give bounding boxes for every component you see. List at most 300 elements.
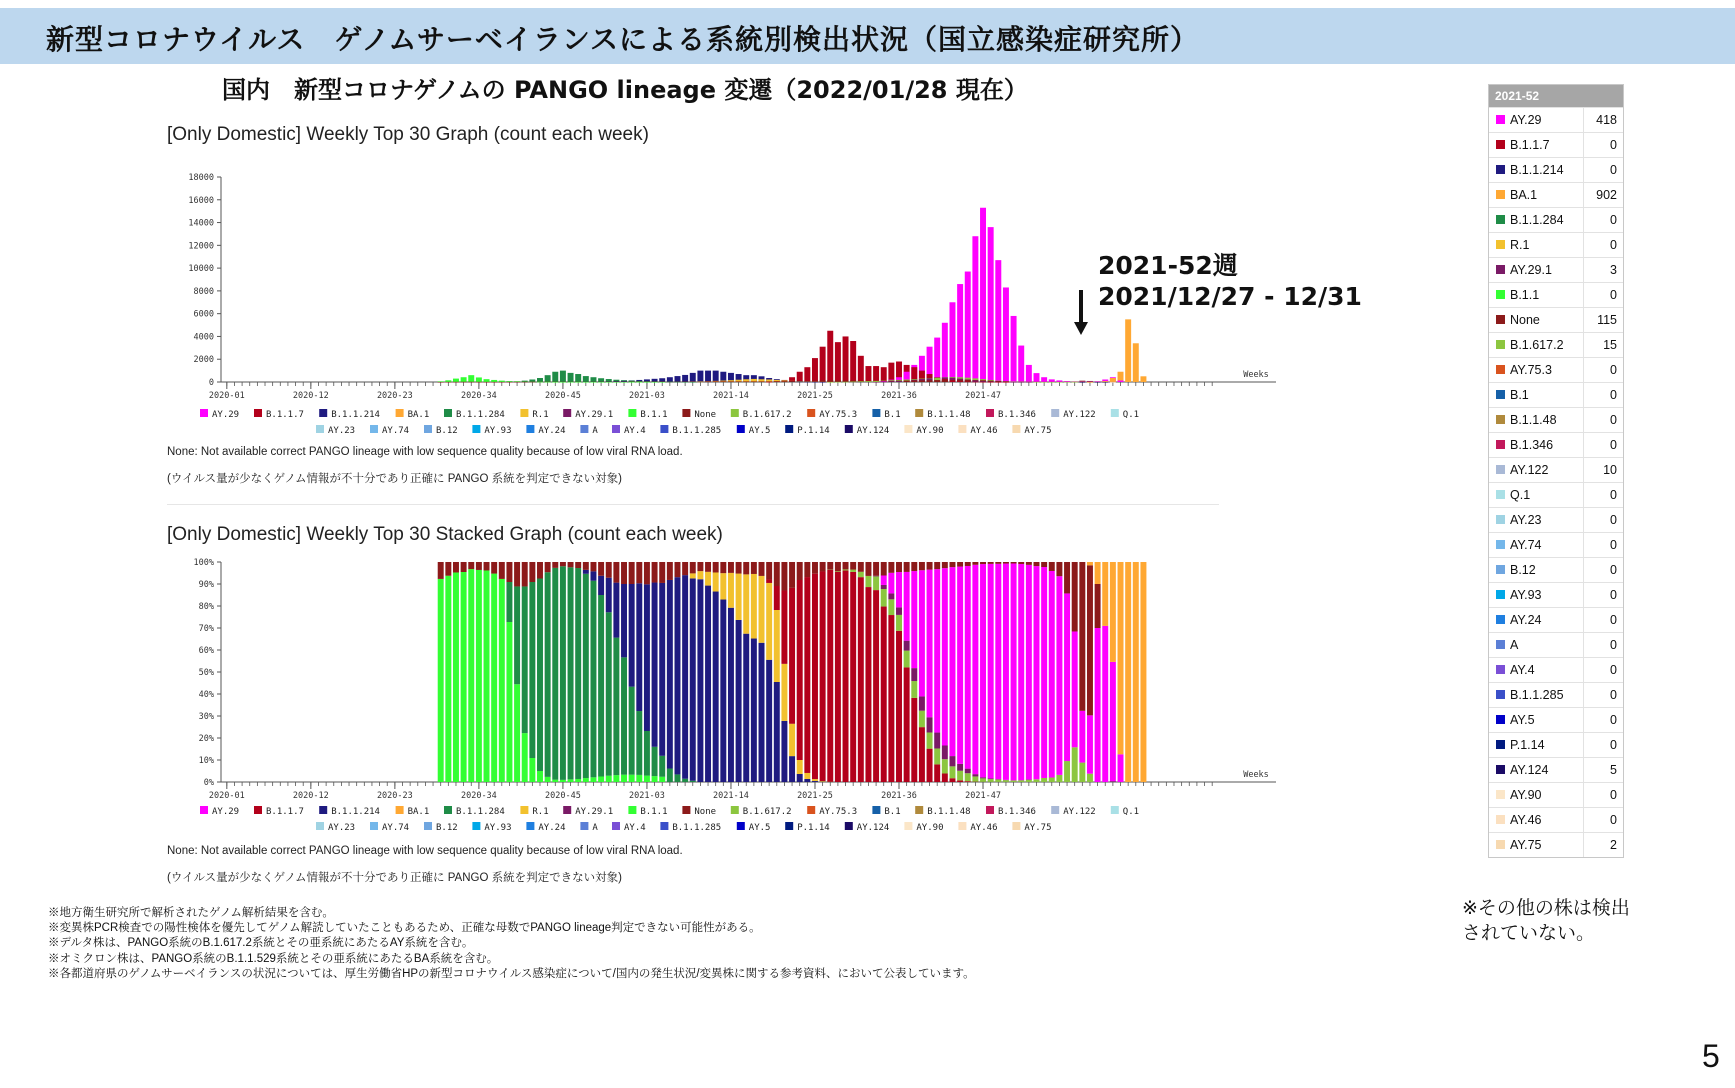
panel-lineage-count: 0 <box>1610 688 1617 702</box>
chart2-legend-label: BA.1 <box>407 807 430 817</box>
legend-swatch <box>1496 690 1505 699</box>
panel-lineage-count: 0 <box>1610 738 1617 752</box>
chart2-bar-segment <box>873 590 879 782</box>
chart2-legend-label: AY.29.1 <box>575 807 614 817</box>
chart1-legend-swatch <box>628 409 636 417</box>
panel-row <box>1489 732 1623 757</box>
chart2-bar-segment <box>995 780 1001 782</box>
chart2-bar-segment <box>1003 562 1009 564</box>
chart1-bar <box>1049 382 1055 383</box>
chart2-bar-segment <box>1018 564 1024 780</box>
chart2-bar-segment <box>942 759 948 773</box>
chart2-bar-segment <box>774 586 780 610</box>
chart1-legend-label: R.1 <box>532 410 549 420</box>
legend-swatch <box>1496 665 1505 674</box>
panel-lineage-name: AY.4 <box>1510 658 1584 682</box>
panel-row <box>1489 332 1623 357</box>
chart1-legend-swatch <box>904 425 912 433</box>
chart2-bar-segment <box>537 579 543 772</box>
chart1-bar <box>827 331 833 382</box>
chart1-bar <box>766 382 772 383</box>
chart1-bar <box>453 379 459 382</box>
chart1-bar <box>461 382 467 383</box>
chart2-bar-segment <box>453 572 459 782</box>
panel-lineage-count: 0 <box>1610 538 1617 552</box>
chart1-legend-swatch <box>580 425 588 433</box>
chart2-bar-segment <box>873 576 879 590</box>
chart2-bar-segment <box>804 562 810 577</box>
chart2-bar-segment <box>659 583 665 756</box>
footnote-line: ※各都道府県のゲノムサーベイランスの状況については、厚生労働省HPの新型コロナウイルス感染症について/国内の発生状況/変異株に関する参考資料、において公表しています。 <box>48 967 975 980</box>
chart1-bar <box>529 382 535 383</box>
chart1-bar <box>820 380 826 382</box>
chart2-legend-swatch <box>958 822 966 830</box>
chart1-bar <box>743 381 749 382</box>
chart1-bar <box>552 372 558 382</box>
chart2-bar-segment <box>1056 775 1062 782</box>
chart2-bar-segment <box>613 583 619 638</box>
annotation-dates: 2021/12/27 - 12/31 <box>1098 282 1362 311</box>
panel-row <box>1489 132 1623 157</box>
chart1-legend-label: B.1.617.2 <box>742 410 792 420</box>
chart2-bar-segment <box>942 773 948 782</box>
chart1-x-tick-label: 2020-23 <box>376 391 413 401</box>
chart2-bar-segment <box>652 583 658 747</box>
chart2-legend-swatch <box>1111 806 1119 814</box>
panel-lineage-name: B.1 <box>1510 383 1584 407</box>
chart2-bar-segment <box>667 562 673 580</box>
chart2-bar-segment <box>820 562 826 571</box>
chart2-bar-segment <box>1049 562 1055 571</box>
chart1-bar <box>873 366 879 382</box>
chart2-bar-segment <box>590 581 596 778</box>
chart2-bar-segment <box>774 682 780 782</box>
chart2-bar-segment <box>1102 626 1108 782</box>
chart1-bar <box>1102 382 1108 383</box>
chart1-legend-swatch <box>807 409 815 417</box>
chart2-bar-segment <box>1034 562 1040 566</box>
chart1-bar <box>728 381 734 382</box>
chart2-bar-segment <box>1087 562 1093 565</box>
chart2-bar-segment <box>743 574 749 633</box>
chart2-y-tick-label: 20% <box>198 734 214 744</box>
chart2-bar-segment <box>1133 562 1139 782</box>
chart2-legend-swatch <box>612 822 620 830</box>
chart2-bar-segment <box>590 571 596 580</box>
panel-lineage-count: 0 <box>1610 238 1617 252</box>
panel-row <box>1489 432 1623 457</box>
chart1-bar <box>865 381 871 382</box>
chart2-bar-segment <box>1011 563 1017 780</box>
chart2-bar-segment <box>934 748 940 764</box>
chart2-bar-segment <box>522 586 528 733</box>
chart2-legend-label: B.1.617.2 <box>742 807 792 817</box>
chart1-legend-label: AY.93 <box>484 426 512 436</box>
chart1-bar <box>812 382 818 383</box>
chart1-legend-label: AY.124 <box>856 426 890 436</box>
chart1-legend-label: B.12 <box>436 426 458 436</box>
chart2-bar-segment <box>919 570 925 696</box>
chart2-legend-swatch <box>520 806 528 814</box>
chart2-y-tick-label: 10% <box>198 756 214 766</box>
chart2-legend-swatch <box>682 806 690 814</box>
legend-swatch <box>1496 840 1505 849</box>
chart1-bar <box>506 382 512 383</box>
panel-lineage-count: 0 <box>1610 213 1617 227</box>
chart2-legend-swatch <box>628 806 636 814</box>
panel-lineage-name: AY.93 <box>1510 583 1584 607</box>
chart2-bar-segment <box>1072 631 1078 747</box>
chart2-bar-segment <box>1064 761 1070 782</box>
chart1-bar <box>598 382 604 383</box>
chart1-bar <box>934 338 940 382</box>
panel-row <box>1489 782 1623 807</box>
chart2-bar-segment <box>1095 584 1101 628</box>
chart1-bar <box>1034 382 1040 383</box>
legend-swatch <box>1496 290 1505 299</box>
chart1-legend-label: B.1.346 <box>998 410 1036 420</box>
legend-swatch <box>1496 240 1505 249</box>
footnote-line: ※変異株PCR検査での陽性検体を優先してゲノム解読していたこともあるため、正確な母数でPANGO lineage判定できない可能性がある。 <box>48 922 761 935</box>
chart2-legend-label: B.1.1.285 <box>672 823 722 833</box>
chart2-bar-segment <box>484 570 490 782</box>
chart2-bar-segment <box>942 568 948 745</box>
chart1-bar <box>629 382 635 383</box>
chart2-legend-label: None <box>694 807 717 817</box>
chart2-legend-swatch <box>424 822 432 830</box>
chart2-bar-segment <box>904 641 910 651</box>
chart2-bar-segment <box>690 573 696 578</box>
chart1-bar <box>789 381 795 382</box>
chart1-bar <box>568 382 574 383</box>
chart2-bar-segment <box>575 779 581 782</box>
chart2-bar-segment <box>529 582 535 758</box>
panel-row <box>1489 482 1623 507</box>
chart2-bar-segment <box>606 562 612 578</box>
chart2-y-tick-label: 90% <box>198 580 214 590</box>
chart1-bar <box>713 371 719 382</box>
chart2-bar-segment <box>1064 562 1070 593</box>
chart2-legend-label: P.1.14 <box>797 823 830 833</box>
chart2-bar-segment <box>934 764 940 782</box>
chart2-bar-segment <box>705 586 711 782</box>
chart2-bar-segment <box>820 781 826 782</box>
chart2-bar-segment <box>644 731 650 776</box>
chart2-bar-segment <box>957 780 963 782</box>
chart2-bar-segment <box>728 573 734 608</box>
chart2-bar-segment <box>949 756 955 766</box>
chart2-bar-segment <box>873 576 879 577</box>
panel-lineage-name: B.1.1.7 <box>1510 133 1584 157</box>
chart2-legend-swatch <box>563 806 571 814</box>
annotation-week: 2021-52週 <box>1098 251 1238 280</box>
legend-swatch <box>1496 790 1505 799</box>
chart1-legend-swatch <box>526 425 534 433</box>
panel-lineage-count: 0 <box>1610 288 1617 302</box>
chart1-y-tick-label: 8000 <box>193 286 214 297</box>
chart1-none-note-en: None: Not available correct PANGO lineage with low sequence quality because of low viral RNA load. <box>167 446 683 458</box>
chart2-y-tick-label: 80% <box>198 602 214 612</box>
panel-row <box>1489 532 1623 557</box>
chart1-legend-swatch <box>444 409 452 417</box>
chart2-legend-label: AY.93 <box>484 823 512 833</box>
panel-row <box>1489 257 1623 282</box>
chart1-bar <box>835 380 841 382</box>
chart1-bar <box>843 336 849 382</box>
chart1-bar <box>667 382 673 383</box>
chart1-bar <box>476 382 482 383</box>
chart1-bar <box>1079 382 1085 383</box>
chart2-bar-segment <box>606 578 612 613</box>
chart2-bar-segment <box>904 562 910 572</box>
panel-row <box>1489 382 1623 407</box>
chart2-bar-segment <box>476 570 482 782</box>
chart1-bar <box>843 380 849 382</box>
chart2-bar-segment <box>545 777 551 782</box>
panel-row <box>1489 207 1623 232</box>
chart2-bar-segment <box>461 562 467 572</box>
panel-row <box>1489 657 1623 682</box>
panel-lineage-count: 0 <box>1610 663 1617 677</box>
chart2-bar-segment <box>1011 781 1017 782</box>
chart2-bar-segment <box>797 760 803 774</box>
chart2-bar-segment <box>957 764 963 771</box>
chart1-legend-swatch <box>319 409 327 417</box>
chart2-none-note-en: None: Not available correct PANGO lineage with low sequence quality because of low viral RNA load. <box>167 845 683 857</box>
chart1-bar <box>1133 343 1139 382</box>
chart1-bar <box>873 382 879 383</box>
legend-swatch <box>1496 740 1505 749</box>
chart1-legend-label: B.1.1.48 <box>927 410 971 420</box>
chart2-bar-segment <box>873 562 879 576</box>
chart2-legend-swatch <box>444 806 452 814</box>
panel-lineage-name: A <box>1510 633 1584 657</box>
chart2-legend-label: AY.24 <box>538 823 566 833</box>
chart2-bar-segment <box>652 776 658 782</box>
chart2-bar-segment <box>697 571 703 579</box>
chart1-bar <box>1003 287 1009 382</box>
chart1-bar <box>682 382 688 383</box>
chart2-bar-segment <box>514 562 520 586</box>
chart2-bar-segment <box>911 562 917 571</box>
chart1-bar <box>1034 373 1040 382</box>
chart2-bar-segment <box>529 758 535 782</box>
chart1-bar <box>445 382 451 383</box>
chart2-legend-swatch <box>915 806 923 814</box>
chart1-bar <box>736 381 742 382</box>
panel-lineage-count: 10 <box>1603 463 1617 477</box>
chart2-legend-label: AY.122 <box>1063 807 1096 817</box>
chart1-bar <box>797 382 803 383</box>
chart1-legend-label: AY.75 <box>1024 426 1052 436</box>
legend-swatch <box>1496 540 1505 549</box>
panel-lineage-count: 115 <box>1597 313 1617 327</box>
chart1-x-axis-label: Weeks <box>1243 370 1269 380</box>
chart2-bar-segment <box>743 562 749 574</box>
chart1-bar <box>1018 346 1024 382</box>
chart2-bar-segment <box>774 610 780 682</box>
chart2-x-tick-label: 2020-23 <box>376 791 413 801</box>
legend-swatch <box>1496 165 1505 174</box>
chart2-bar-segment <box>499 579 505 782</box>
chart1-bar <box>529 379 535 382</box>
chart1-bar <box>652 382 658 383</box>
chart1-bar <box>888 363 894 382</box>
panel-lineage-name: B.1.1.214 <box>1510 158 1584 182</box>
chart1-bar <box>545 382 551 383</box>
chart2-bar-segment <box>667 769 673 782</box>
legend-swatch <box>1496 640 1505 649</box>
panel-lineage-name: Q.1 <box>1510 483 1584 507</box>
chart2-bar-segment <box>781 721 787 782</box>
panel-lineage-count: 902 <box>1596 188 1617 202</box>
chart1-legend-swatch <box>682 409 690 417</box>
panel-lineage-name: AY.75.3 <box>1510 358 1584 382</box>
chart2-x-tick-label: 2020-01 <box>208 791 245 801</box>
chart1-bar <box>1118 372 1124 382</box>
chart2-legend-swatch <box>986 806 994 814</box>
chart1-bar <box>675 382 681 383</box>
panel-lineage-count: 0 <box>1610 413 1617 427</box>
chart1-bar <box>675 376 681 382</box>
chart2-bar-segment <box>827 562 833 570</box>
chart2-bar-segment <box>491 574 497 782</box>
chart1-legend-label: AY.29 <box>212 410 240 420</box>
chart1-bar <box>804 367 810 382</box>
chart2-bar-segment <box>506 562 512 582</box>
chart2-bar-segment <box>537 771 543 782</box>
chart1-bar <box>911 380 917 382</box>
chart1-bar <box>667 377 673 382</box>
panel-lineage-name: BA.1 <box>1510 183 1584 207</box>
chart1-bar <box>827 380 833 382</box>
chart2-bar-segment <box>461 572 467 782</box>
chart2-bar-segment <box>1011 562 1017 563</box>
chart1-bar <box>453 382 459 383</box>
panel-lineage-count: 5 <box>1610 763 1617 777</box>
chart2-bar-segment <box>1095 628 1101 782</box>
chart1-bar <box>820 347 826 382</box>
chart1-bar <box>942 380 948 382</box>
chart2-bar-segment <box>995 564 1001 779</box>
chart2-legend-swatch <box>660 822 668 830</box>
chart2-bar-segment <box>529 562 535 582</box>
chart2-legend-label: AY.74 <box>382 823 410 833</box>
chart1-bar <box>751 381 757 382</box>
chart2-bar-segment <box>682 575 688 779</box>
chart2-bar-segment <box>438 579 444 782</box>
chart2-bar-segment <box>1079 562 1085 711</box>
panel-lineage-count: 2 <box>1610 838 1617 852</box>
chart1-bar <box>965 382 971 383</box>
chart1-bar <box>438 381 444 382</box>
chart1-bar <box>949 302 955 382</box>
chart2-legend-label: B.1.1.7 <box>266 807 304 817</box>
chart2-bar-segment <box>1026 565 1032 780</box>
chart2-bar-segment <box>972 565 978 774</box>
legend-swatch <box>1496 190 1505 199</box>
chart2-bar-segment <box>1087 715 1093 773</box>
chart2-bar-segment <box>965 566 971 769</box>
chart2-legend-swatch <box>472 822 480 830</box>
chart2-bar-segment <box>659 777 665 782</box>
chart2-bar-segment <box>438 562 444 579</box>
chart2-bar-segment <box>896 631 902 782</box>
chart2-bar-segment <box>613 775 619 782</box>
chart2-bar-segment <box>957 567 963 764</box>
chart2-bar-segment <box>720 600 726 782</box>
chart2-legend-label: B.1.1.284 <box>456 807 505 817</box>
chart2-bar-segment <box>781 591 787 664</box>
chart2-legend-swatch <box>904 822 912 830</box>
panel-lineage-count: 0 <box>1610 513 1617 527</box>
chart1-legend-swatch <box>845 425 853 433</box>
chart2-bar-segment <box>888 562 894 573</box>
chart2-bar-segment <box>812 781 818 782</box>
chart2-bar-segment <box>560 562 566 566</box>
panel-lineage-name: P.1.14 <box>1510 733 1584 757</box>
chart2-bar-segment <box>949 766 955 778</box>
chart2-bar-segment <box>980 562 986 564</box>
chart2-bar-segment <box>934 733 940 749</box>
panel-lineage-name: B.1.346 <box>1510 433 1584 457</box>
chart2-legend-label: B.1 <box>884 807 901 817</box>
chart2-legend-label: AY.75.3 <box>819 807 858 817</box>
chart1-bar <box>995 382 1001 383</box>
chart2-bar-segment <box>843 570 849 782</box>
chart1-bar <box>659 378 665 382</box>
chart1-y-tick-label: 18000 <box>188 173 214 183</box>
chart2-bar-segment <box>911 668 917 681</box>
chart2-bar-segment <box>949 562 955 567</box>
chart2-bar-segment <box>1087 774 1093 782</box>
chart2-bar-segment <box>468 569 474 782</box>
panel-lineage-count: 418 <box>1596 113 1617 127</box>
panel-lineage-count: 0 <box>1610 563 1617 577</box>
chart1-bar <box>1140 376 1146 382</box>
week-annotation <box>1098 250 1362 312</box>
chart1-bar <box>942 323 948 382</box>
chart1-legend-swatch <box>915 409 923 417</box>
chart2-bar-segment <box>636 775 642 782</box>
chart1-bar <box>980 208 986 382</box>
panel-lineage-count: 0 <box>1610 488 1617 502</box>
panel-lineage-count: 0 <box>1610 588 1617 602</box>
chart1-bar <box>774 381 780 382</box>
chart1-legend-label: None <box>694 410 717 420</box>
chart1-bar <box>980 382 986 383</box>
chart2-bar-segment <box>690 578 696 780</box>
chart2-bar-segment <box>927 749 933 782</box>
panel-row <box>1489 232 1623 257</box>
chart2-bar-segment <box>995 562 1001 564</box>
panel-row <box>1489 307 1623 332</box>
chart2-bar-segment <box>629 687 635 775</box>
chart2-y-tick-label: 30% <box>198 712 214 722</box>
chart2-bar-segment <box>797 774 803 782</box>
chart1-y-tick-label: 12000 <box>188 241 214 252</box>
panel-lineage-count: 0 <box>1610 813 1617 827</box>
chart2-bar-segment <box>1118 562 1124 754</box>
chart2-bar-segment <box>690 781 696 782</box>
chart2-bar-segment <box>659 756 665 777</box>
chart2-bar-segment <box>751 639 757 782</box>
legend-swatch <box>1496 115 1505 124</box>
chart2-bar-segment <box>759 576 765 643</box>
chart2-bar-segment <box>850 570 856 572</box>
panel-lineage-count: 0 <box>1610 138 1617 152</box>
chart2-bar-segment <box>560 780 566 782</box>
